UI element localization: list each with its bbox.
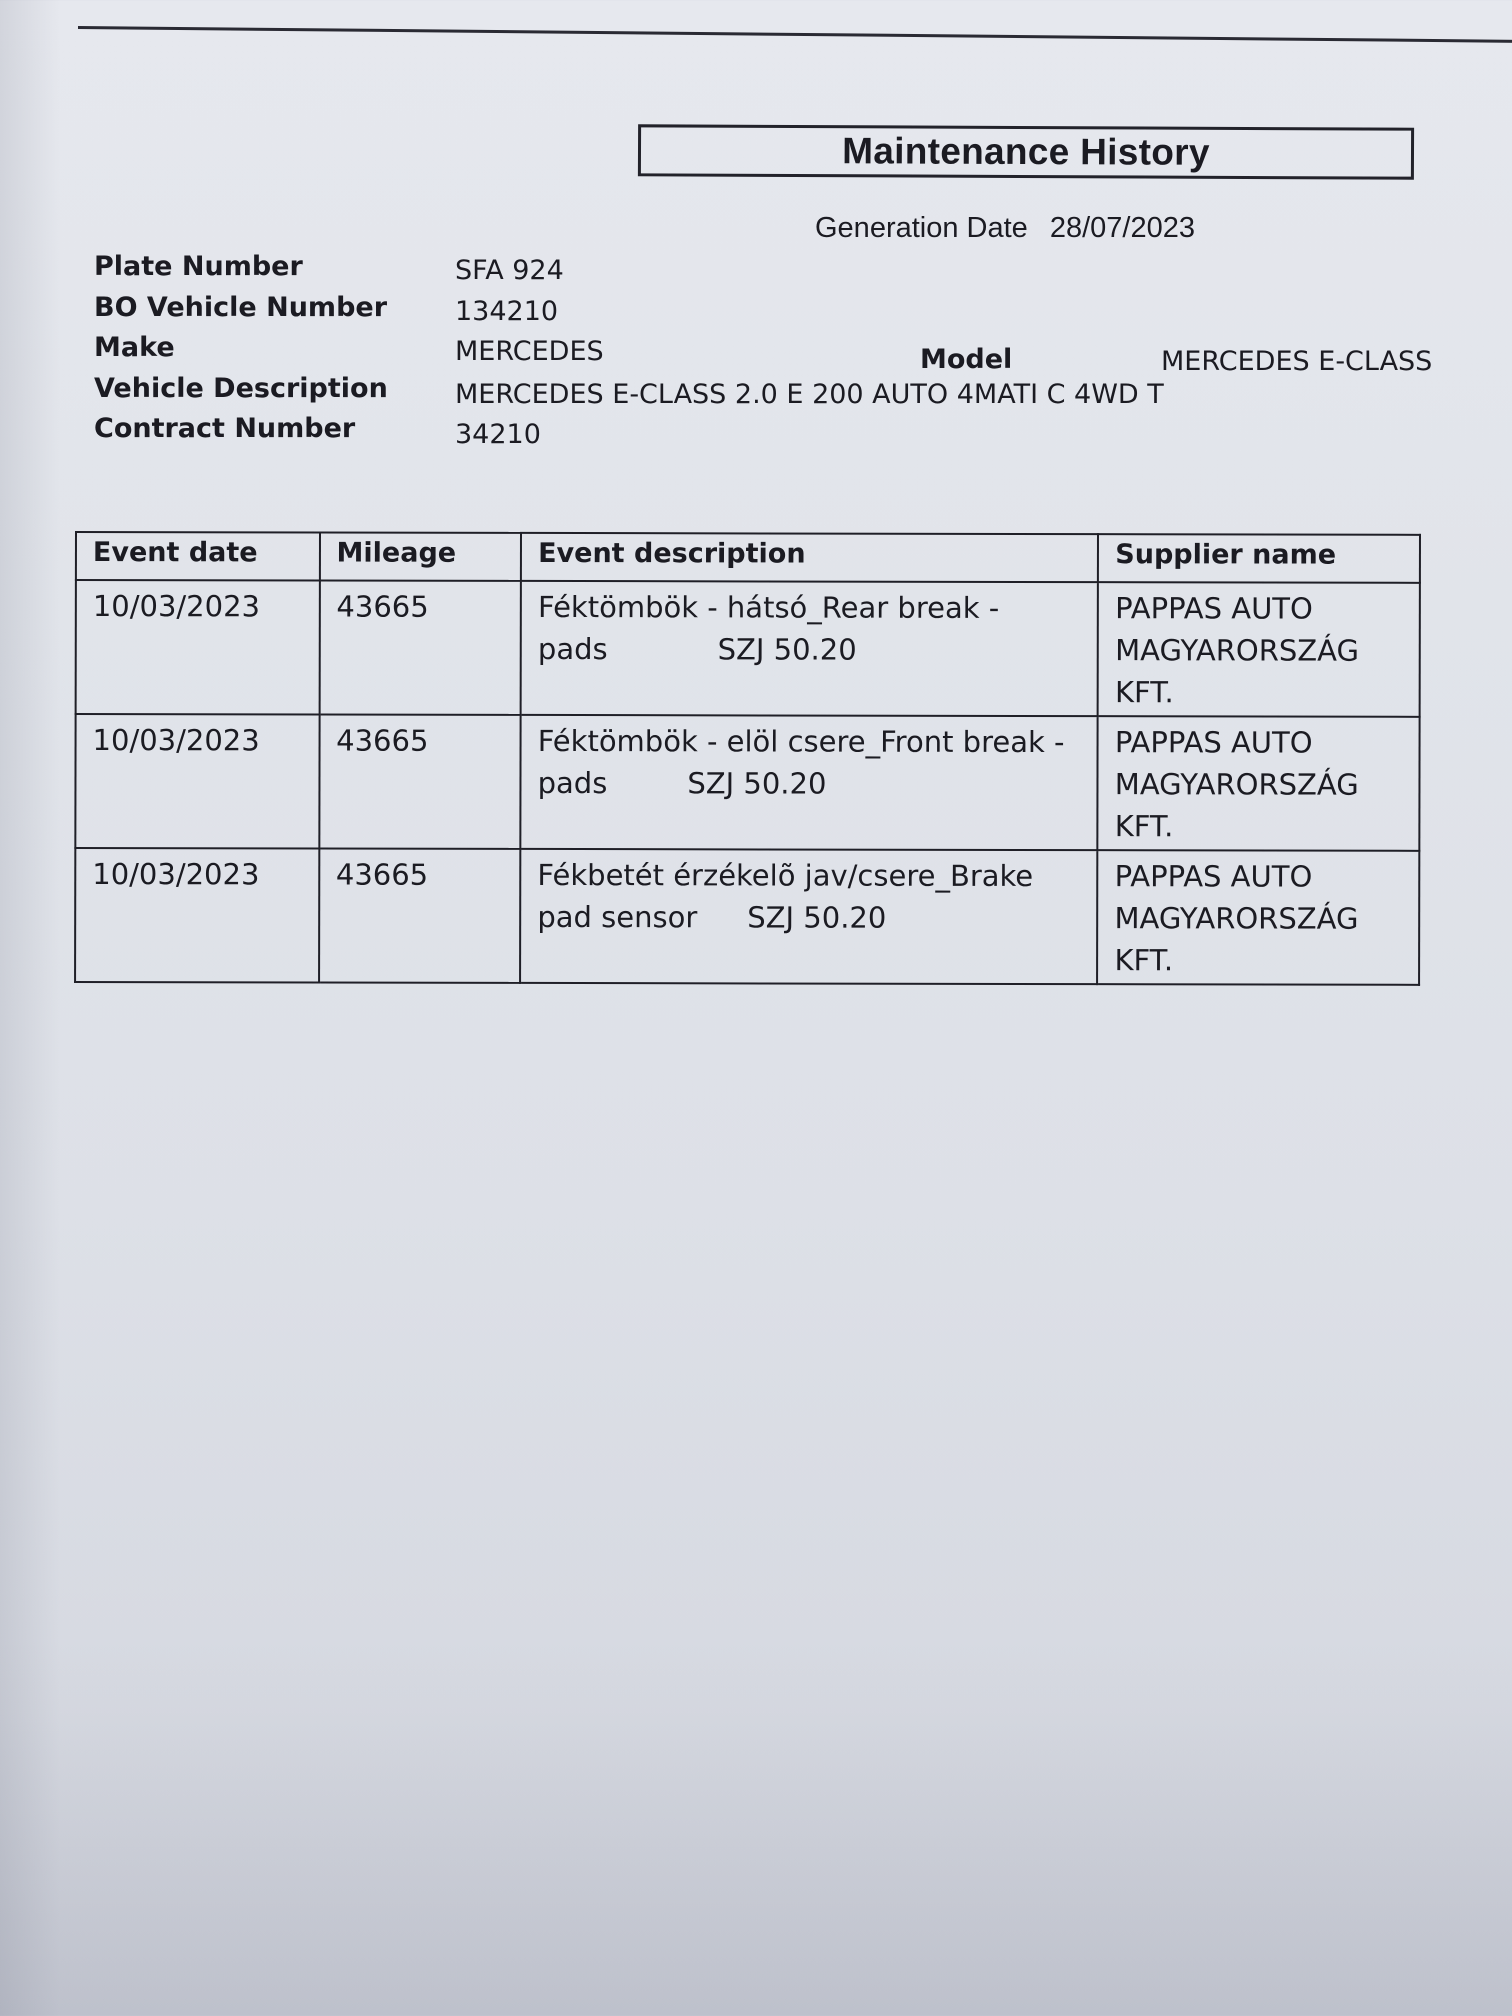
vehicle-description-label: Vehicle Description [94,373,388,404]
cell-supplier-name: PAPPAS AUTO MAGYARORSZÁG KFT. [1098,582,1420,717]
make-value: MERCEDES [455,336,604,367]
paper-shadow-bottom [0,1636,1512,2016]
description-line2: pads [537,631,608,667]
vehicle-description-value: MERCEDES E-CLASS 2.0 E 200 AUTO 4MATI C 4WD T [455,379,1164,410]
plate-number-value: SFA 924 [455,255,564,286]
model-label: Model [920,344,1013,375]
model-value: MERCEDES E-CLASS [1161,346,1433,377]
bo-vehicle-number-value: 134210 [455,296,559,327]
description-code: SZJ 50.20 [717,632,857,667]
cell-supplier-name: PAPPAS AUTO MAGYARORSZÁG KFT. [1098,716,1420,851]
title-box [638,124,1414,179]
description-line1: Féktömbök - elöl csere_Front break - [537,723,1065,760]
description-line2-wrap [538,628,1081,671]
maintenance-events-table [74,531,1421,986]
make-label: Make [94,332,175,363]
document-title: Maintenance History [842,130,1210,173]
header-event-description: Event description [521,533,1098,582]
description-code: SZJ 50.20 [747,900,887,935]
cell-event-description [520,849,1097,984]
cell-event-date: 10/03/2023 [75,848,319,983]
bo-vehicle-number-label: BO Vehicle Number [94,292,388,323]
generation-date-value: 28/07/2023 [1049,212,1195,244]
cell-event-description [521,715,1098,850]
contract-number-value: 34210 [455,419,541,450]
table-row [75,714,1419,851]
description-line2: pad sensor [537,899,698,935]
cell-mileage: 43665 [319,715,521,849]
generation-date [815,212,1195,245]
contract-number-label: Contract Number [94,413,356,444]
table-row [75,848,1419,985]
table-row [76,580,1420,717]
cell-event-date: 10/03/2023 [76,580,320,715]
plate-number-label: Plate Number [94,251,303,282]
header-mileage: Mileage [320,533,522,581]
header-event-date: Event date [76,532,320,581]
description-line1: Féktömbök - hátsó_Rear break - [537,589,1000,625]
cell-event-date: 10/03/2023 [75,714,319,849]
description-code: SZJ 50.20 [687,766,827,801]
cell-supplier-name: PAPPAS AUTO MAGYARORSZÁG KFT. [1097,850,1419,985]
cell-mileage: 43665 [319,849,521,983]
description-line2: pads [537,765,608,801]
description-line2-wrap [537,896,1080,939]
description-line1: Fékbetét érzékelõ jav/csere_Brake [537,857,1034,894]
generation-date-label: Generation Date [815,212,1028,244]
top-rule [78,26,1512,43]
cell-event-description [521,581,1098,716]
description-line2-wrap [538,762,1081,805]
table-header-row [76,532,1420,583]
header-supplier-name: Supplier name [1098,534,1420,583]
cell-mileage: 43665 [319,581,521,715]
